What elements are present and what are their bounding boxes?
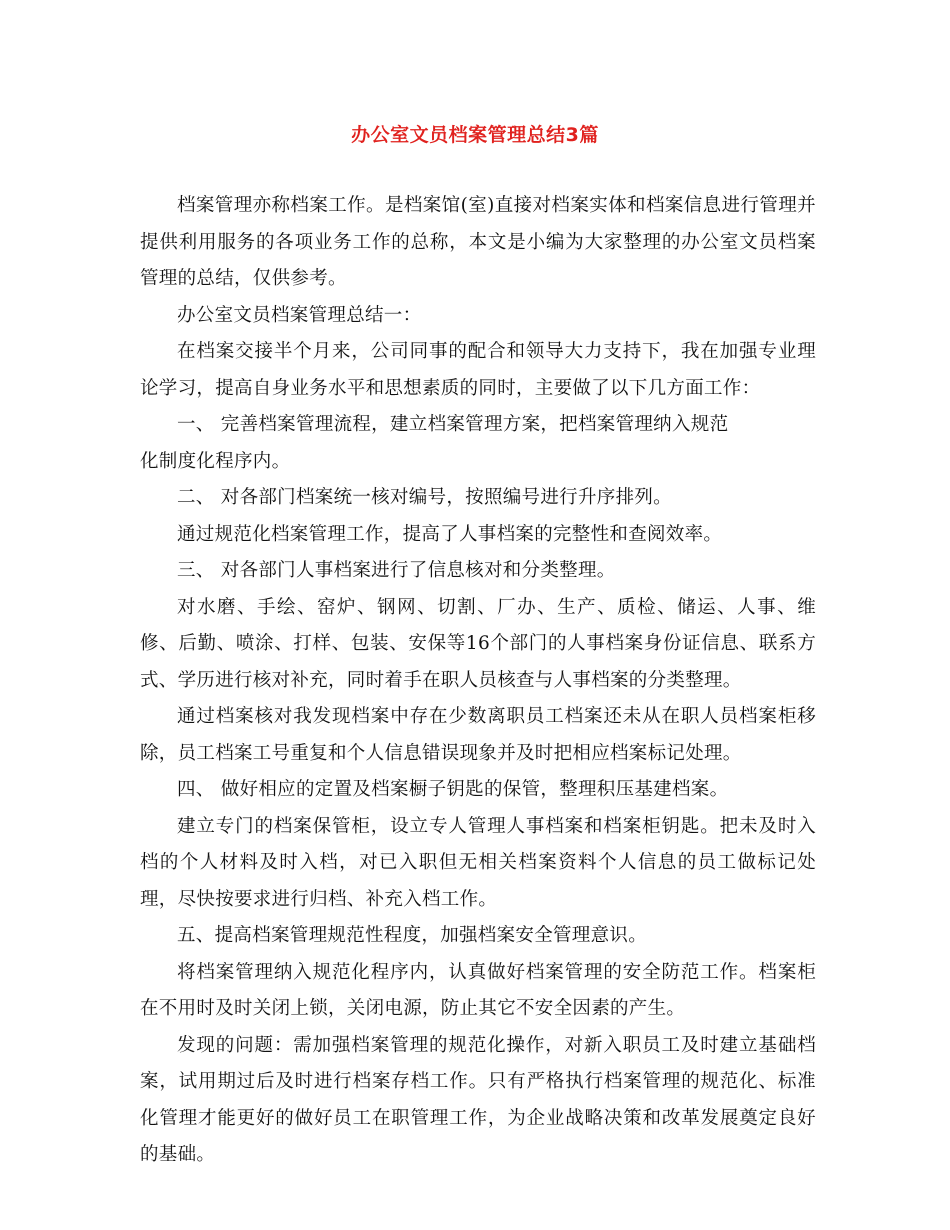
item-five-body: 将档案管理纳入规范化程序内，认真做好档案管理的安全防范工作。档案柜在不用时及时关闭上锁，关闭电源，防止其它不安全因素的产生。 (140, 961, 816, 1019)
item-four-heading: 四、 做好相应的定置及档案橱子钥匙的保管，整理积压基建档案。 (177, 779, 729, 800)
item-four-body: 建立专门的档案保管柜，设立专人管理人事档案和档案柜钥匙。把未及时入档的个人材料及时入档，对已入职但无相关档案资料个人信息的员工做标记处理，尽快按要求进行归档、补充入档工作。 (140, 815, 816, 910)
item-one-continuation: 化制度化程序内。 (140, 450, 291, 472)
item-three-body: 对水磨、手绘、窑炉、钢网、切割、厂办、生产、质检、储运、人事、维修、后勤、喷涂、打样、包装、安保等16个部门的人事档案身份证信息、联系方式、学历进行核对补充，同时着手在职人员核查与人事档案的分类整理。 (140, 596, 816, 691)
item-five-heading: 五、提高档案管理规范性程度，加强档案安全管理意识。 (177, 925, 648, 946)
item-two-heading: 二、 对各部门档案统一核对编号，按照编号进行升序排列。 (177, 487, 672, 508)
item-three-findings: 通过档案核对我发现档案中存在少数离职员工档案还未从在职人员档案柜移除，员工档案工号重复和个人信息错误现象并及时把相应档案标记处理。 (140, 706, 816, 764)
paragraph-intro: 档案管理亦称档案工作。是档案馆(室)直接对档案实体和档案信息进行管理并提供利用服务的各项业务工作的总称，本文是小编为大家整理的办公室文员档案管理的总结，仅供参考。 (140, 195, 816, 289)
section-heading-summary-one: 办公室文员档案管理总结一： (177, 304, 422, 326)
paragraph-issues: 发现的问题：需加强档案管理的规范化操作，对新入职员工及时建立基础档案，试用期过后及时进行档案存档工作。只有严格执行档案管理的规范化、标准化管理才能更好的做好员工在职管理工作，为企业战略决策和改革发展奠定良好的基础。 (140, 1034, 816, 1165)
document-title: 办公室文员档案管理总结3篇 (351, 124, 599, 146)
item-three-heading: 三、 对各部门人事档案进行了信息核对和分类整理。 (177, 560, 616, 581)
paragraph-overview: 在档案交接半个月来，公司同事的配合和领导大力支持下，我在加强专业理论学习，提高自身业务水平和思想素质的同时，主要做了以下几方面工作： (140, 341, 816, 399)
item-one-heading: 一、 完善档案管理流程，建立档案管理方案，把档案管理纳入规范 (177, 414, 729, 435)
item-two-body: 通过规范化档案管理工作，提高了人事档案的完整性和查阅效率。 (177, 523, 723, 545)
document-body (140, 188, 816, 1174)
